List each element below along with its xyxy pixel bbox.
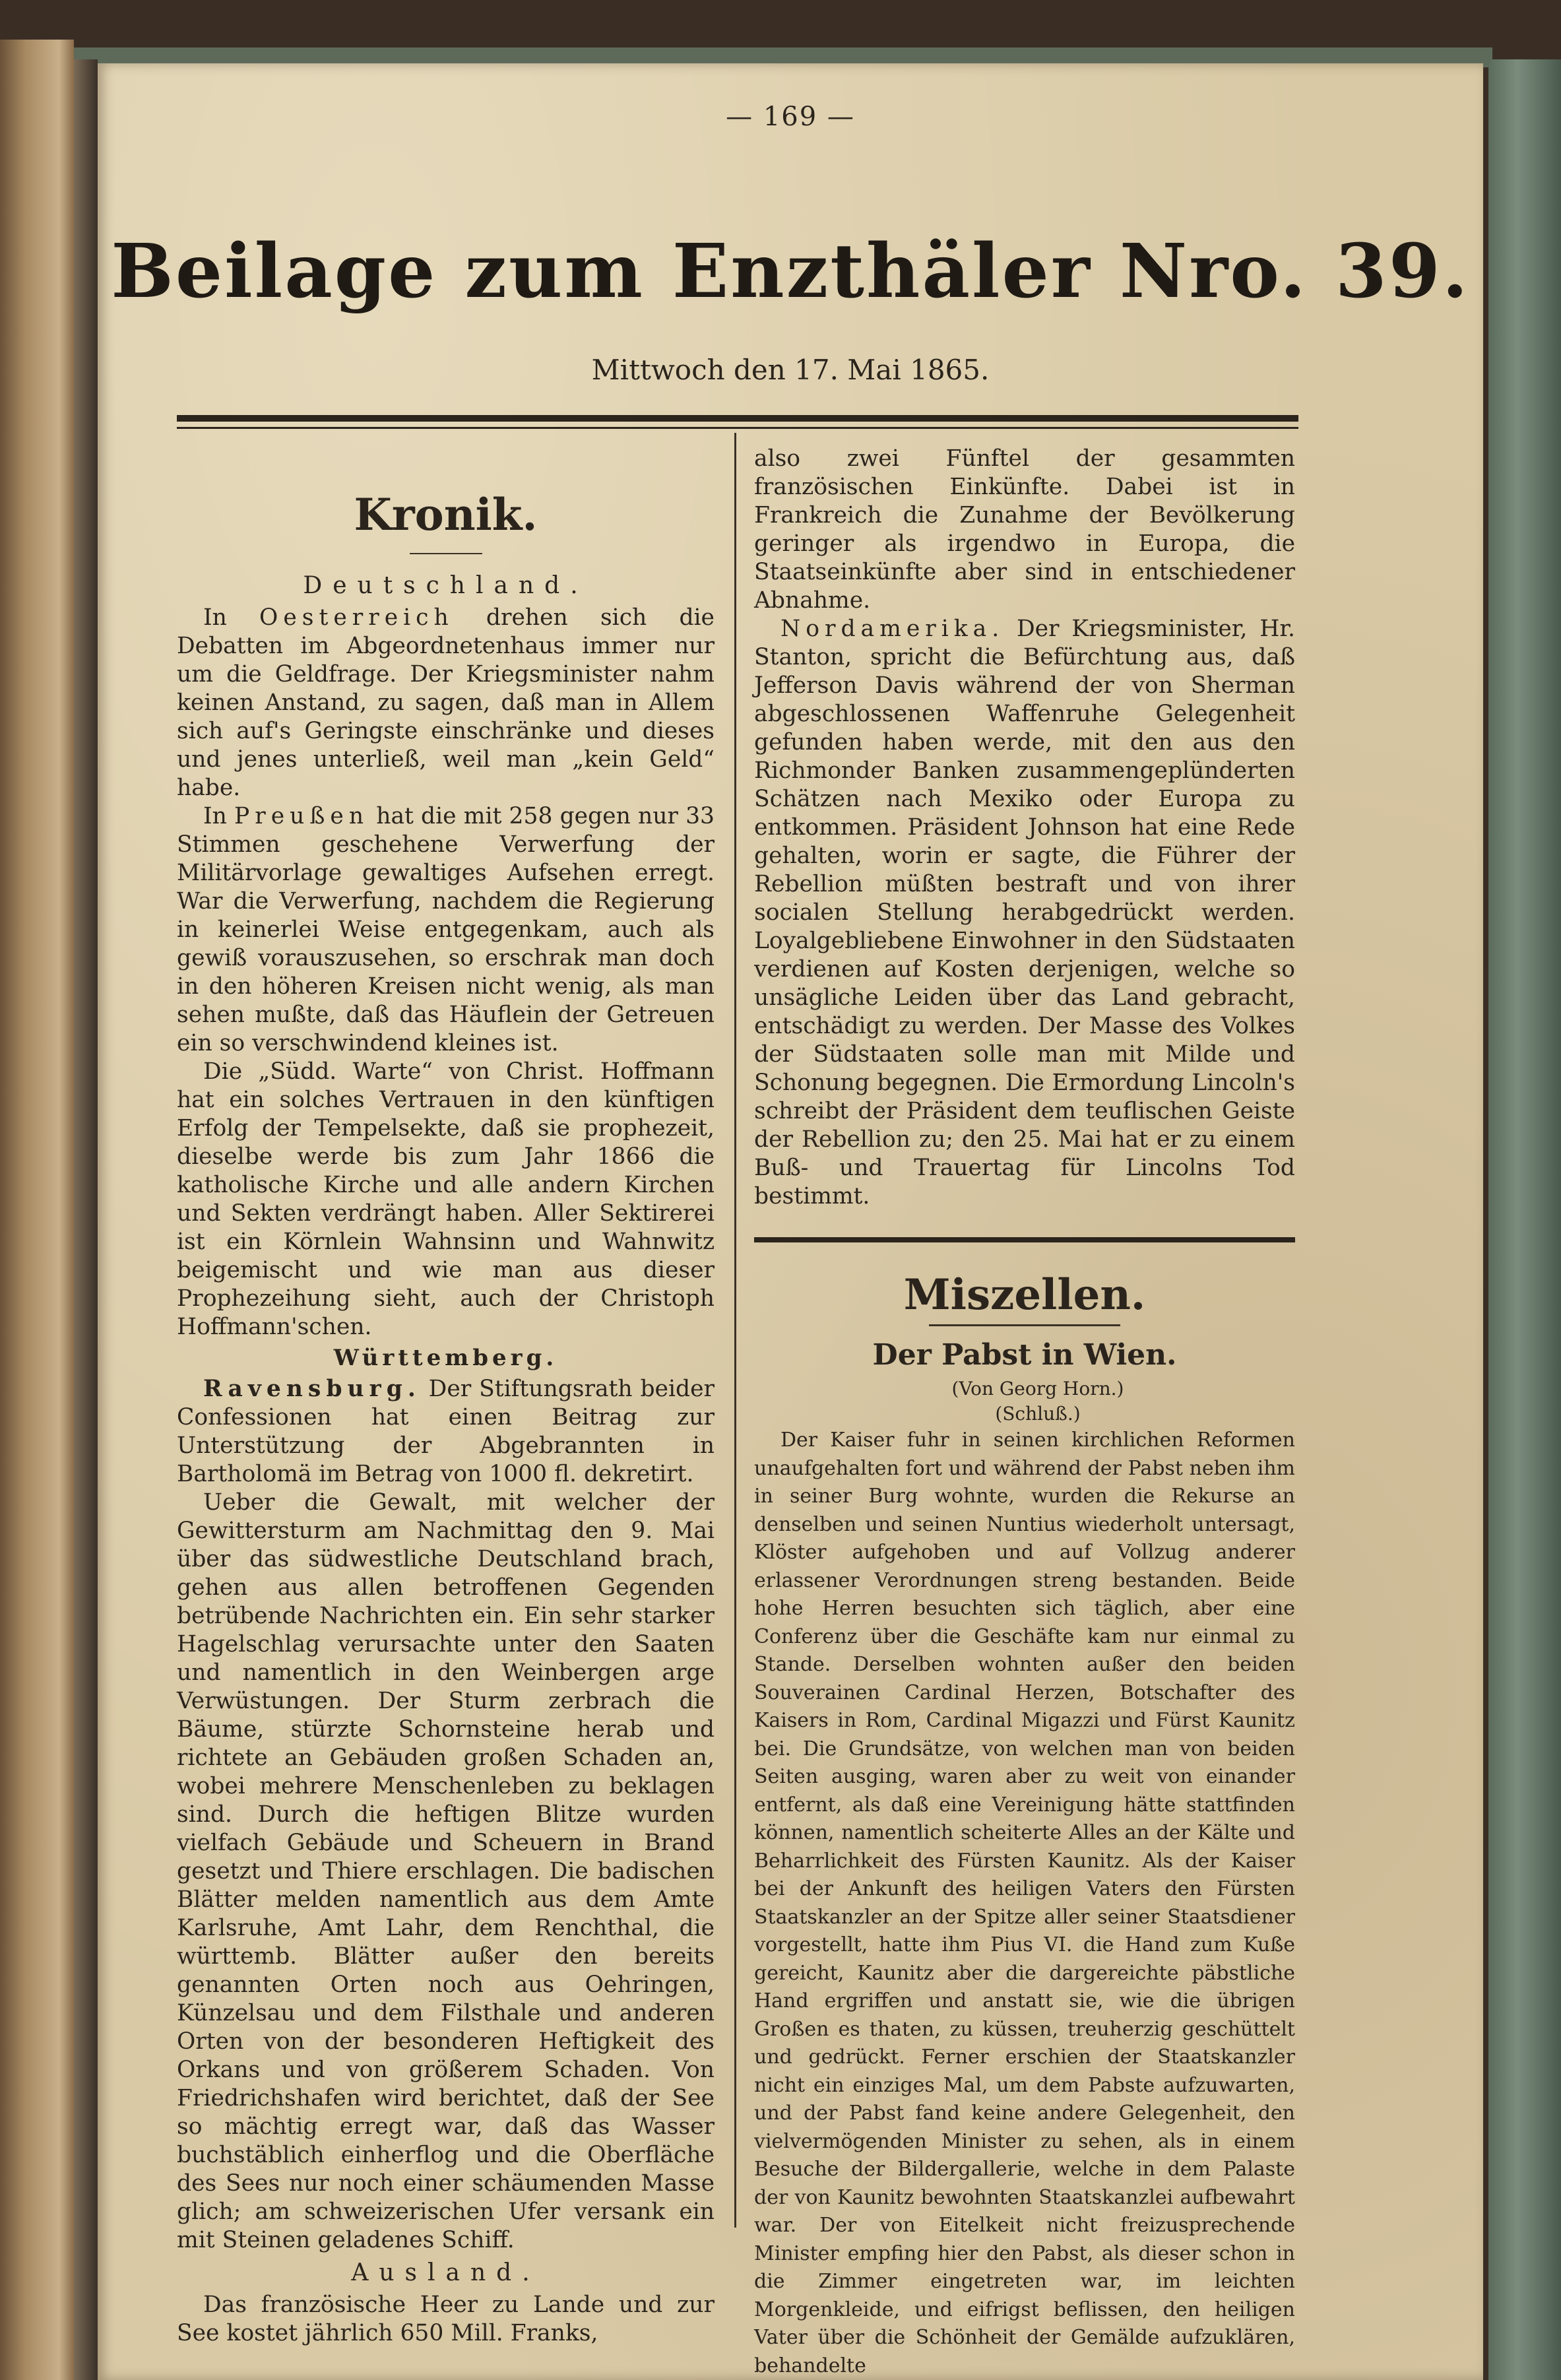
masthead-title: Beilage zum Enzthäler Nro. 39. (111, 228, 1470, 315)
paragraph-nordamerika: Nordamerika. Der Kriegsminister, Hr. Stanton, spricht die Befürchtung aus, daß Jefferson Davis während der von Sherman abgeschlossenen Waffenruhe Gelegenheit gefunden haben werde, mit den aus den Richmonder Banken zusammengeplünderten Schätzen nach Mexiko oder Europa zu entkommen. Präsident Johnson hat eine Rede gehalten, worin er sagte, die Führer der Rebellion müßten bestraft und von ihrer socialen Stellung herabgedrückt werden. Loyalgebliebene Einwohner in den Südstaaten verdienen auf Kosten derjenigen, welche so unsägliche Leiden über das Land gebracht, entschädigt zu werden. Der Masse des Volkes der Südstaaten solle man mit Milde und Schonung begegnen. Die Ermordung Lincoln's schreibt der Präsident dem teuflischen Geiste der Rebellion zu; den 25. Mai hat er zu einem Buß- und Trauertag für Lincolns Tod bestimmt. (754, 616, 1295, 1209)
article-conclusion-note: (Schluß.) (995, 1403, 1081, 1425)
masthead-rule-thick (177, 415, 1298, 422)
section-divider-rule (754, 1237, 1295, 1242)
place-name: Preußen (234, 803, 369, 829)
paragraph-oesterreich: In Oesterreich drehen sich die Debatten im Abgeordnetenhaus immer nur um die Geldfrage. Der Kriegsminister nahm keinen Anstand, zu sagen, daß man in Allem sich auf's Geringste einschränke und dieses und jenes unterließ, weil man „kein Geld“ habe. (177, 604, 715, 801)
place-name: Nordamerika. (780, 616, 1005, 642)
article-title: Der Pabst in Wien. (872, 1338, 1177, 1372)
column-divider (734, 433, 736, 2228)
place-name: Oesterreich (259, 604, 454, 631)
country-heading-deutschland: Deutschland. (303, 572, 589, 599)
section-title-rule (929, 1324, 1120, 1326)
section-title-kronik: Kronik. (354, 489, 538, 540)
paragraph-ravensburg: Ravensburg. Der Stiftungsrath beider Confessionen hat einen Beitrag zur Unterstützung der Abgebrannten in Bartholomä im Betrag von 1000 fl. dekretirt. (177, 1376, 715, 1487)
place-name: Ravensburg. (203, 1376, 421, 1402)
issue-date: Mittwoch den 17. Mai 1865. (591, 354, 990, 386)
paragraph-continued: also zwei Fünftel der gesammten französischen Einkünfte. Dabei ist in Frankreich die Zunahme der Bevölkerung geringer als irgendwo in Europa, die Staatseinkünfte aber sind in entschiedener Abnahme. (754, 445, 1295, 614)
newspaper-page (98, 63, 1483, 2380)
page-number: — 169 — (726, 102, 855, 132)
paragraph-gewittersturm: Ueber die Gewalt, mit welcher der Gewittersturm am Nachmittag den 9. Mai über das südwestliche Deutschland brach, gehen aus allen betroffenen Gegenden betrübende Nachrichten ein. Ein sehr starker Hagelschlag verursachte unter den Saaten und namentlich in den Weinbergen arge Verwüstungen. Der Sturm zerbrach die Bäume, stürzte Schornsteine herab und richtete an Gebäuden großen Schaden an, wobei mehrere Menschenleben zu beklagen sind. Durch die heftigen Blitze wurden vielfach Gebäude und Scheuern in Brand gesetzt und Thiere erschlagen. Die badischen Blätter melden namentlich aus dem Amte Karlsruhe, Amt Lahr, dem Renchthal, die württemb. Blätter außer den bereits genannten Orten noch aus Oehringen, Künzelsau und dem Filsthale und anderen Orten von der besonderen Heftigkeit des Orkans und von größerem Schaden. Von Friedrichshafen wird berichtet, daß der See so mächtig erregt war, daß das Wasser buchstäblich einherflog und die Oberfläche des Sees nur noch einer schäumenden Masse glich; am schweizerischen Ufer versank ein mit Steinen geladenes Schiff. (177, 1489, 715, 2253)
abroad-heading-ausland: Ausland. (351, 2259, 540, 2286)
masthead-rule-thin (177, 427, 1298, 429)
book-page-edge-left (0, 40, 74, 2380)
paragraph-preussen: In Preußen hat die mit 258 gegen nur 33 Stimmen geschehene Verwerfung der Militärvorlage gewaltiges Aufsehen erregt. War die Verwerfung, nachdem die Regierung in keinerlei Weise entgegenkam, auch als gewiß vorauszusehen, so erschrak man doch in den höheren Kreisen nicht wenig, als man sehen mußte, daß das Häuflein der Getreuen ein so verschwindend kleines ist. (177, 803, 715, 1056)
book-cover-right (1488, 59, 1561, 2380)
region-heading-wuerttemberg: Württemberg. (333, 1345, 558, 1371)
paragraph-franzoesisches-heer: Das französische Heer zu Lande und zur See kostet jährlich 650 Mill. Franks, (177, 2292, 715, 2346)
paragraph-suedd-warte: Die „Südd. Warte“ von Christ. Hoffmann hat ein solches Vertrauen in den künftigen Erfolg der Tempelsekte, daß sie prophezeit, dieselbe werde bis zum Jahr 1866 die katholische Kirche und alle andern Kirchen und Sekten verdrängt haben. Aller Sektirerei ist ein Körnlein Wahnsinn und Wahnwitz beigemischt und wie man aus dieser Prophezeihung sieht, auch der Christoph Hoffmann'schen. (177, 1058, 715, 1340)
section-title-miszellen: Miszellen. (903, 1270, 1146, 1320)
article-byline: (Von Georg Horn.) (951, 1378, 1124, 1399)
right-column (754, 445, 1295, 2380)
section-title-rule (410, 553, 482, 554)
left-column (177, 445, 715, 2348)
book-spine-shadow (74, 59, 98, 2380)
article-body: Der Kaiser fuhr in seinen kirchlichen Reformen unaufgehalten fort und während der Pabst neben ihm in seiner Burg wohnte, wurden die Rekurse an denselben und seinen Nuntius wiederholt untersagt, Klöster aufgehoben und auf Vollzug anderer erlassener Verordnungen streng bestanden. Beide hohe Herren besuchten sich täglich, aber eine Conferenz über die Geschäfte kam nur einmal zu Stande. Derselben wohnten außer den beiden Souverainen Cardinal Herzen, Botschafter des Kaisers in Rom, Cardinal Migazzi und Fürst Kaunitz bei. Die Grundsätze, von welchen man von beiden Seiten ausging, waren aber zu weit von einander entfernt, als daß eine Vereinigung hätte stattfinden können, namentlich scheiterte Alles an der Kälte und Beharrlichkeit des Fürsten Kaunitz. Als der Kaiser bei der Ankunft des heiligen Vaters den Fürsten Staatskanzler an der Spitze aller seiner Staatsdiener vorgestellt, hatte ihm Pius VI. die Hand zum Kuße gereicht, Kaunitz aber die dargereichte päbstliche Hand ergriffen und anstatt sie, wie die übrigen Großen es thaten, zu küssen, treuherzig geschüttelt und gedrückt. Ferner erschien der Staatskanzler nicht ein einziges Mal, um dem Pabste aufzuwarten, und der Pabst fand keine andere Gelegenheit, den vielvermögenden Minister zu sehen, als in einem Besuche der Bildergallerie, welche in dem Palaste der von Kaunitz bewohnten Staatskanzlei aufbewahrt war. Der von Eitelkeit nicht freizusprechende Minister empfing hier den Pabst, als dieser schon in die Zimmer eingetreten war, im leichten Morgenkleide, und eifrigst beflissen, den heiligen Vater über die Schönheit der Gemälde aufzuklären, behandelte (754, 1429, 1295, 2377)
